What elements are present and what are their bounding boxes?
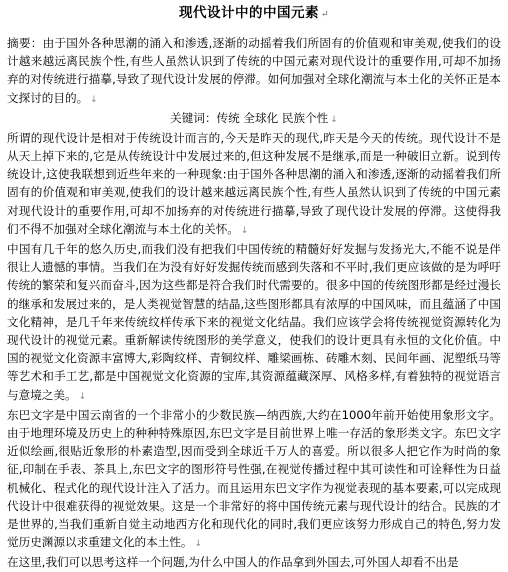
- paragraph-2-text: 中国有几千年的悠久历史,而我们没有把我们中国传统的精髓好好发掘与发扬光大,不能不说是伴很让人遗憾的事情。当我们在为没有好好发掘传统而感到失落和不平时,我们更应该做的是为呼吁传统的繁荣和复兴而奋斗,因为这些都是符合我们时代需要的。很多中国的传统图形都是经过漫长的继承和发展过来的，是人类视觉智慧的结晶,这些图形都具有浓厚的中国风味，而且蕴涵了中国文化精神，是几千年来传统纹样传承下来的视觉文化结晶。我们应该学会将传统视觉资源转化为现代设计的视觉元素。重新解读传统图形的美学意义，使我们的设计更具有永恒的文化价值。中国的视觉文化资源丰富博大,彩陶纹样、青铜纹样、雕梁画栋、砖雕木刻、民间年画、泥塑纸马等等艺术和手工艺,都是中国视觉文化资源的宝库,其资源蕴藏深厚、风格多样,有着独特的视觉语言与意境之美。: [7, 242, 501, 402]
- paragraph-mark-icon: ↵: [320, 10, 330, 20]
- paragraph-3-text: 东巴文字是中国云南省的一个非常小的少数民族—纳西族,大约在1000年前开始使用象形文字。由于地理环境及历史上的种种特殊原因,东巴文字是目前世界上唯一存活的象形类文字。东巴文字近似绘画,很贴近象形的朴素造型,因而受到全球近千万人的喜爱。所以很多人把它作为时尚的象征,印制在手表、茶具上,东巴文字的图形符号性强,在视觉传播过程中其可读性和可诠释性为日益机械化、程式化的现代设计注入了活力。而且运用东巴文字作为视觉表现的基本要素,可以完成现代设计中很难获得的视觉效果。这是一个非常好的将中国传统元素与现代设计的结合。民族的才是世界的,当我们重新自觉主动地西方化和现代化的同时,我们更应该努力形成自己的特色,努力发觉历史渊源以求重建文化的本土性。: [7, 407, 501, 550]
- line-break-icon: ↓: [194, 539, 203, 550]
- line-break-icon: ↓: [90, 94, 98, 105]
- paragraph-4-text: 在这里,我们可以思考这样一个问题,为什么中国人的作品拿到外国去,可外国人却看不出是: [7, 555, 459, 570]
- abstract-paragraph: [7, 34, 501, 109]
- paragraph-1-text: 所谓的现代设计是相对于传统设计而言的,今天是昨天的现代,昨天是今天的传统。现代设计不是从天上掉下来的,它是从传统设计中发展过来的,但这种发展不是继承,而是一种破旧立新。说到传统设计,这使我联想到近些年来的一种现象:由于国外各种思潮的涌入和渗透,逐渐的动摇着我们所固有的价值观和审美观,使我们的设计越来越远离民族个性,有些人虽然认识到了传统的中国元素对现代设计的重要作用,可却不加扬弃的对传统进行描摹,导致了现代设计发展的停滞。这使得我们不得不加强对全球化潮流与本土化的关怀。: [7, 130, 501, 236]
- body-paragraph-3: [7, 406, 501, 554]
- page-title: [7, 4, 501, 24]
- line-break-icon: ↓: [240, 225, 249, 236]
- title-text: 现代设计中的中国元素: [178, 5, 319, 21]
- body-paragraph-4: [7, 553, 501, 571]
- line-break-icon: ↓: [330, 114, 338, 125]
- keywords-line: [7, 109, 501, 129]
- abstract-text: 摘要：由于国外各种思潮的涌入和渗透,逐渐的动摇着我们所固有的价值观和审美观,使我们的设计越来越远离民族个性,有些人虽然认识到了传统的中国元素对现代设计的重要作用,可却不加扬弃的对传统进行描摹,导致了现代设计发展的停滞。如何加强对全球化潮流与本土化的关怀正是本文探讨的目的。: [7, 36, 501, 105]
- body-paragraph-2: [7, 240, 501, 406]
- body-paragraph-1: [7, 129, 501, 240]
- line-break-icon: ↓: [78, 391, 87, 402]
- keywords-text: 关键词：传统 全球化 民族个性: [170, 110, 329, 125]
